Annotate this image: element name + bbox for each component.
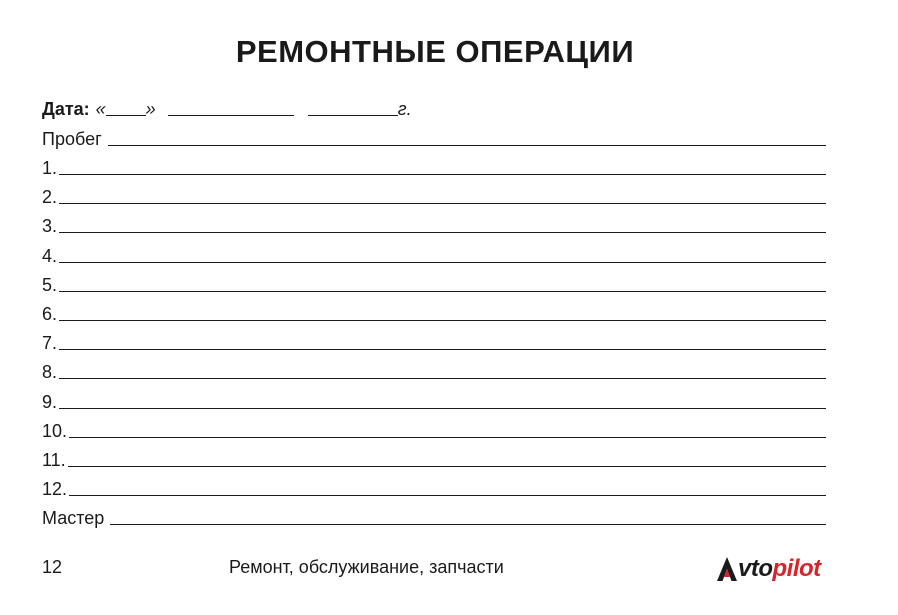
mileage-label: Пробег	[42, 129, 102, 149]
item-number: 9.	[42, 391, 58, 412]
month-blank[interactable]	[168, 97, 294, 116]
date-open-quote: «	[95, 99, 106, 119]
item-row	[42, 329, 826, 353]
item-line[interactable]	[69, 495, 826, 496]
item-number: 8.	[42, 362, 58, 383]
master-row	[42, 504, 826, 528]
item-row	[42, 417, 826, 441]
logo-text-red: pilot	[772, 555, 821, 582]
item-number: 4.	[42, 245, 58, 266]
item-number: 1.	[42, 158, 58, 178]
year-suffix: г.	[397, 99, 412, 119]
day-blank[interactable]	[106, 97, 146, 116]
item-row	[42, 475, 826, 499]
item-line[interactable]	[59, 291, 826, 292]
item-row	[42, 300, 826, 324]
mileage-line[interactable]	[108, 145, 826, 146]
avtopilot-logo	[716, 550, 821, 582]
item-line[interactable]	[68, 466, 826, 467]
item-line[interactable]	[59, 232, 826, 233]
item-line[interactable]	[59, 378, 826, 379]
item-line[interactable]	[59, 262, 826, 263]
item-row	[42, 358, 826, 382]
item-number: 10.	[42, 420, 68, 441]
date-label: Дата:	[42, 99, 90, 119]
item-line[interactable]	[59, 174, 826, 175]
item-line[interactable]	[59, 408, 826, 409]
item-line[interactable]	[69, 437, 826, 438]
item-number: 11.	[42, 450, 66, 470]
item-line[interactable]	[59, 203, 826, 204]
item-row	[42, 212, 826, 236]
item-line[interactable]	[59, 320, 826, 321]
logo-text-dark: vto	[738, 555, 773, 582]
item-number: 3.	[42, 216, 58, 237]
item-number: 7.	[42, 333, 58, 354]
item-row	[42, 154, 826, 178]
item-row	[42, 183, 826, 207]
item-number: 12.	[42, 479, 68, 500]
item-number: 5.	[42, 274, 58, 295]
item-number: 6.	[42, 304, 58, 324]
master-line[interactable]	[110, 524, 826, 525]
year-blank[interactable]	[308, 97, 398, 116]
item-row	[42, 271, 826, 295]
logo-a-mark-icon	[716, 556, 738, 582]
mileage-row	[42, 125, 826, 149]
item-row	[42, 446, 826, 470]
logo-text	[738, 556, 821, 582]
item-number: 2.	[42, 187, 58, 208]
page-number: 12	[42, 557, 63, 577]
date-row	[42, 95, 412, 119]
item-line[interactable]	[59, 349, 826, 350]
item-row	[42, 388, 826, 412]
page-title: РЕМОНТНЫЕ ОПЕРАЦИИ	[235, 34, 635, 69]
date-close-quote: »	[145, 99, 156, 119]
master-label: Мастер	[42, 508, 105, 528]
footer-subtitle: Ремонт, обслуживание, запчасти	[229, 557, 504, 577]
item-row	[42, 242, 826, 266]
